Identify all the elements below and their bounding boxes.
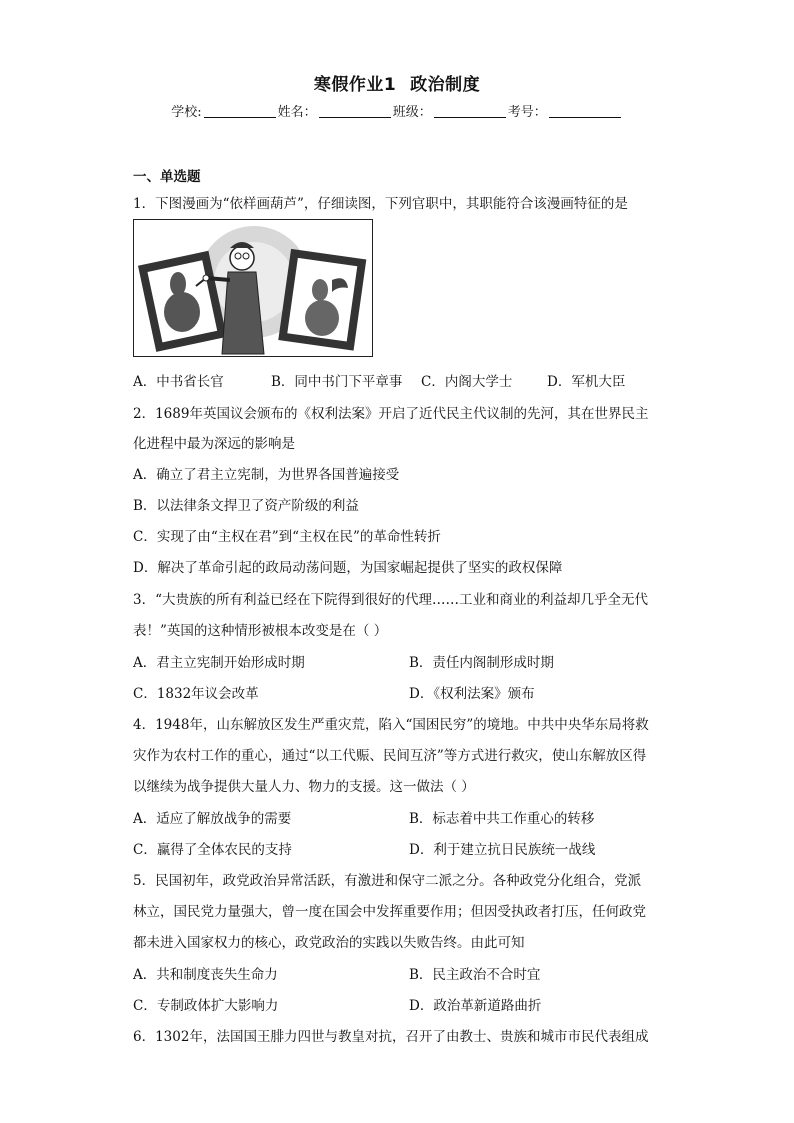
q4-option-b[interactable]: B．标志着中共工作重心的转移: [409, 811, 595, 827]
q3-option-b[interactable]: B．责任内阁制形成时期: [409, 655, 554, 671]
number-blank[interactable]: [549, 105, 621, 118]
q1-text: 1．下图漫画为“依样画葫芦”，仔细读图，下列官职中，其职能符合该漫画特征的是: [133, 196, 628, 212]
q1-option-c[interactable]: C．内阁大学士: [421, 374, 513, 390]
class-label: 班级：: [392, 105, 432, 120]
name-label: 姓名：: [277, 105, 317, 120]
title-part1: 寒假作业1: [313, 75, 397, 95]
q5-option-b[interactable]: B．民主政治不合时宜: [409, 967, 541, 983]
q3-option-c[interactable]: C．1832年议会改革: [133, 686, 259, 702]
school-blank[interactable]: [204, 105, 276, 118]
q3-option-a[interactable]: A．君主立宪制开始形成时期: [133, 655, 305, 671]
q5-option-d[interactable]: D．政治革新道路曲折: [409, 998, 542, 1014]
q2-option-a[interactable]: A．确立了君主立宪制，为世界各国普遍接受: [133, 467, 400, 483]
q2-option-d[interactable]: D．解决了革命引起的政局动荡问题，为国家崛起提供了坚实的政权保障: [133, 560, 563, 576]
q4-option-d[interactable]: D．利于建立抗日民族统一战线: [409, 842, 596, 858]
name-blank[interactable]: [319, 105, 391, 118]
q1-option-d[interactable]: D．军机大臣: [547, 374, 626, 390]
q2-line-1: 2．1689年英国议会颁布的《权利法案》开启了近代民主代议制的先河，其在世界民主: [133, 406, 649, 422]
q5-line-1: 5．民国初年，政党政治异常活跃，有激进和保守二派之分。各种政党分化组合，党派: [133, 873, 642, 889]
q3-option-d[interactable]: D．《权利法案》颁布: [409, 686, 535, 702]
number-label: 考号：: [507, 105, 547, 120]
q2-option-c[interactable]: C．实现了由“主权在君”到“主权在民”的革命性转折: [133, 529, 441, 545]
q1-option-b[interactable]: B．同中书门下平章事: [271, 374, 403, 390]
q5-option-c[interactable]: C．专制政体扩大影响力: [133, 998, 279, 1014]
q4-line-3: 以继续为战争提供大量人力、物力的支援。这一做法（ ）: [133, 779, 475, 795]
q5-line-3: 都未进入国家权力的核心，政党政治的实践以失败告终。由此可知: [133, 935, 525, 951]
page-title: [0, 70, 794, 95]
q6-line-1: 6．1302年，法国国王腓力四世与教皇对抗，召开了由教士、贵族和城市市民代表组成: [133, 1029, 649, 1045]
q4-line-2: 灾作为农村工作的重心，通过“以工代赈、民间互济”等方式进行救灾，使山东解放区得: [133, 748, 647, 764]
class-blank[interactable]: [434, 105, 506, 118]
q1-option-a[interactable]: A．中书省长官: [133, 374, 224, 390]
school-label: 学校:: [171, 105, 202, 120]
q5-option-a[interactable]: A．共和制度丧失生命力: [133, 967, 278, 983]
section-heading: 一、单选题: [133, 169, 201, 185]
q5-line-2: 林立，国民党力量强大，曾一度在国会中发挥重要作用；但因受执政者打压，任何政党: [133, 904, 646, 920]
q4-line-1: 4．1948年，山东解放区发生严重灾荒，陷入“国困民穷”的境地。中共中央华东局将救: [133, 717, 649, 733]
q2-option-b[interactable]: B．以法律条文捍卫了资产阶级的利益: [133, 498, 359, 514]
q4-option-c[interactable]: C．赢得了全体农民的支持: [133, 842, 292, 858]
q3-line-1: 3．“大贵族的所有利益已经在下院得到很好的代理……工业和商业的利益却几乎全无代: [133, 592, 648, 608]
cartoon-image: [133, 219, 373, 357]
q2-line-2: 化进程中最为深远的影响是: [133, 436, 295, 452]
student-info-line: [0, 101, 794, 120]
q3-line-2: 表！”英国的这种情形被根本改变是在（ ）: [133, 623, 388, 639]
title-part2: 政治制度: [410, 75, 481, 95]
q4-option-a[interactable]: A．适应了解放战争的需要: [133, 811, 292, 827]
cartoon-illustration: [134, 220, 372, 356]
